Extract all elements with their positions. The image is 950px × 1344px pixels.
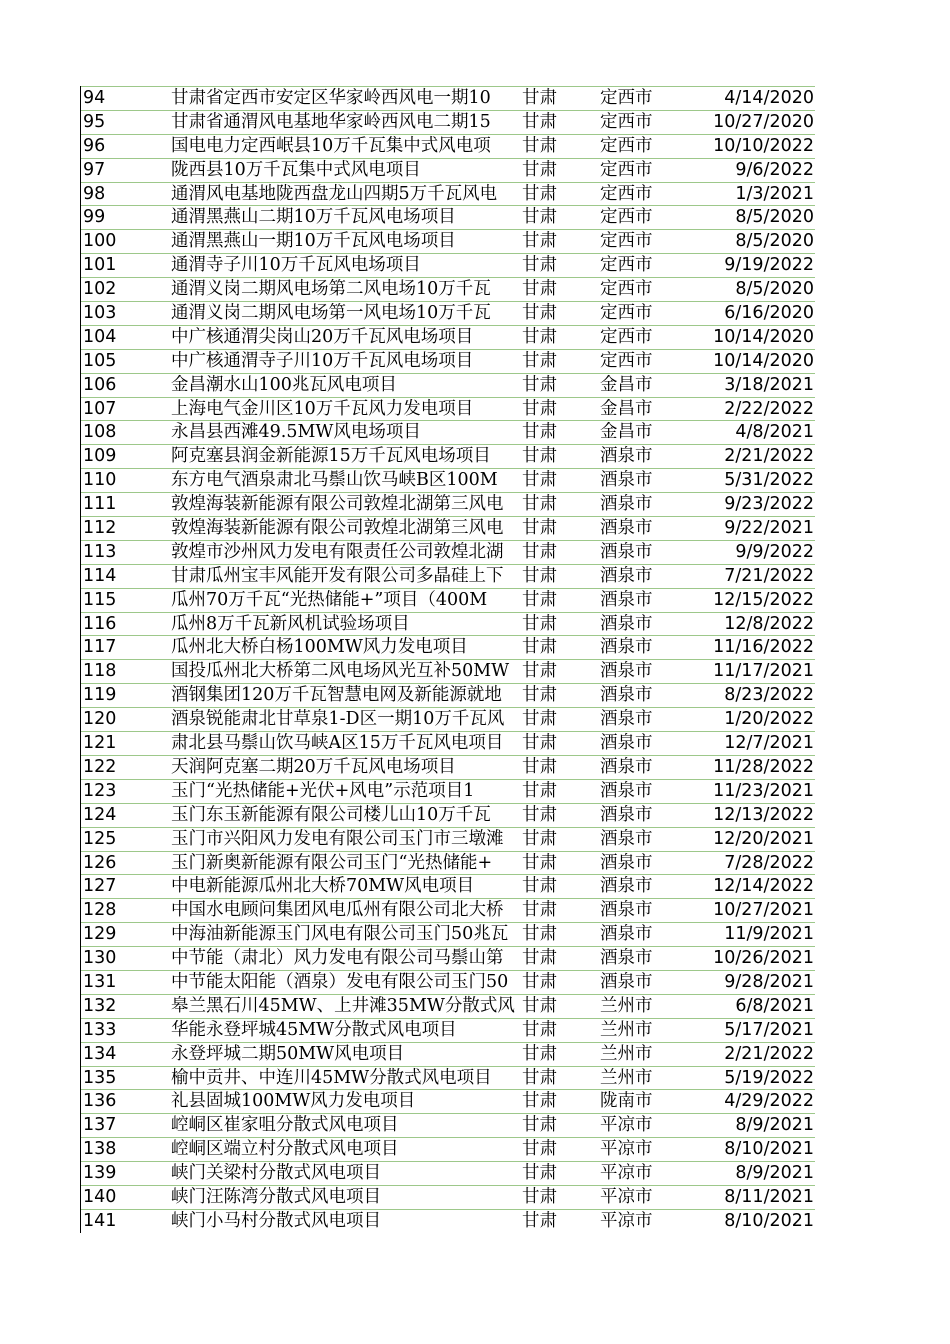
table-row — [81, 229, 815, 253]
date-cell: 6/8/2021 — [735, 995, 814, 1016]
province-cell: 甘肃 — [522, 88, 557, 108]
province-cell: 甘肃 — [522, 231, 557, 252]
city-cell: 酒泉市 — [600, 494, 653, 515]
date-cell: 8/5/2020 — [735, 207, 814, 228]
city-cell: 酒泉市 — [600, 852, 653, 873]
row-number-cell: 116 — [83, 613, 117, 634]
project-name-cell: 东方电气酒泉肃北马鬃山饮马峡B区100M — [171, 470, 498, 491]
project-name-cell: 通渭风电基地陇西盘龙山四期5万千瓦风电 — [171, 183, 498, 204]
date-cell: 12/15/2022 — [713, 589, 814, 610]
project-name-cell: 永昌县西滩49.5MW风电场项目 — [171, 422, 421, 443]
table-row — [81, 134, 815, 158]
table-row — [81, 588, 815, 612]
date-cell: 11/17/2021 — [713, 661, 814, 682]
city-cell: 金昌市 — [600, 398, 653, 419]
city-cell: 定西市 — [600, 350, 653, 371]
project-name-cell: 峡门小马村分散式风电项目 — [171, 1210, 381, 1231]
date-cell: 11/9/2021 — [724, 924, 814, 945]
row-number-cell: 99 — [83, 207, 106, 228]
project-name-cell: 礼县固城100MW风力发电项目 — [171, 1091, 416, 1112]
table-row — [81, 253, 815, 277]
city-cell: 酒泉市 — [600, 876, 653, 897]
row-number-cell: 118 — [83, 661, 117, 682]
city-cell: 兰州市 — [600, 1043, 653, 1064]
table-row — [81, 301, 815, 325]
date-cell: 12/14/2022 — [713, 876, 814, 897]
project-name-cell: 中广核通渭尖岗山20万千瓦风电场项目 — [171, 326, 474, 347]
city-cell: 酒泉市 — [600, 613, 653, 634]
project-name-cell: 甘肃省通渭风电基地华家岭西风电二期15 — [171, 111, 491, 132]
province-cell: 甘肃 — [522, 135, 557, 156]
province-cell: 甘肃 — [522, 518, 557, 539]
table-row — [81, 922, 815, 946]
date-cell: 8/5/2020 — [735, 231, 814, 252]
date-cell: 2/21/2022 — [724, 1043, 814, 1064]
table-row — [81, 994, 815, 1018]
date-cell: 10/14/2020 — [713, 326, 814, 347]
date-cell: 11/16/2022 — [713, 637, 814, 658]
table-row — [81, 898, 815, 922]
row-number-cell: 112 — [83, 518, 117, 539]
row-number-cell: 113 — [83, 541, 117, 562]
row-number-cell: 96 — [83, 135, 106, 156]
project-name-cell: 玉门“光热储能+光伏+风电”示范项目1 — [171, 780, 475, 801]
row-number-cell: 111 — [83, 494, 117, 515]
table-row — [81, 1042, 815, 1066]
row-number-cell: 125 — [83, 828, 117, 849]
table-row — [81, 468, 815, 492]
row-number-cell: 121 — [83, 733, 117, 754]
project-name-cell: 敦煌市沙州风力发电有限责任公司敦煌北湖 — [171, 541, 504, 562]
city-cell: 平凉市 — [600, 1139, 653, 1160]
row-number-cell: 129 — [83, 924, 117, 945]
date-cell: 11/23/2021 — [713, 780, 814, 801]
city-cell: 定西市 — [600, 279, 653, 300]
project-name-cell: 国电电力定西岷县10万千瓦集中式风电项 — [171, 135, 491, 156]
city-cell: 定西市 — [600, 111, 653, 132]
province-cell: 甘肃 — [522, 446, 557, 467]
project-name-cell: 甘肃瓜州宝丰风能开发有限公司多晶硅上下 — [171, 565, 504, 586]
project-name-cell: 中电新能源瓜州北大桥70MW风电项目 — [171, 876, 475, 897]
city-cell: 酒泉市 — [600, 518, 653, 539]
province-cell: 甘肃 — [522, 1043, 557, 1064]
table-row — [81, 158, 815, 182]
date-cell: 5/17/2021 — [724, 1019, 814, 1040]
date-cell: 10/10/2022 — [713, 135, 814, 156]
city-cell: 平凉市 — [600, 1163, 653, 1184]
table-row — [81, 86, 815, 110]
project-name-cell: 中海油新能源玉门风电有限公司玉门50兆瓦 — [171, 924, 509, 945]
province-cell: 甘肃 — [522, 255, 557, 276]
project-name-cell: 崆峒区崔家咀分散式风电项目 — [171, 1115, 399, 1136]
table-row — [81, 683, 815, 707]
row-number-cell: 110 — [83, 470, 117, 491]
project-name-cell: 敦煌海装新能源有限公司敦煌北湖第三风电 — [171, 518, 504, 539]
table-row — [81, 731, 815, 755]
project-name-cell: 金昌潮水山100兆瓦风电项目 — [171, 374, 397, 395]
province-cell: 甘肃 — [522, 948, 557, 969]
province-cell: 甘肃 — [522, 1019, 557, 1040]
province-cell: 甘肃 — [522, 350, 557, 371]
row-number-cell: 98 — [83, 183, 106, 204]
table-row — [81, 970, 815, 994]
date-cell: 8/9/2021 — [735, 1115, 814, 1136]
project-name-cell: 峡门汪陈湾分散式风电项目 — [171, 1186, 381, 1207]
row-number-cell: 117 — [83, 637, 117, 658]
date-cell: 10/14/2020 — [713, 350, 814, 371]
project-name-cell: 永登坪城二期50MW风电项目 — [171, 1043, 405, 1064]
table-row — [81, 803, 815, 827]
date-cell: 12/8/2022 — [724, 613, 814, 634]
project-name-cell: 通渭义岗二期风电场第二风电场10万千瓦 — [171, 279, 491, 300]
city-cell: 酒泉市 — [600, 685, 653, 706]
table-row — [81, 1113, 815, 1137]
row-number-cell: 114 — [83, 565, 117, 586]
table-row — [81, 1018, 815, 1042]
city-cell: 酒泉市 — [600, 541, 653, 562]
province-cell: 甘肃 — [522, 183, 557, 204]
province-cell: 甘肃 — [522, 924, 557, 945]
date-cell: 7/21/2022 — [724, 565, 814, 586]
city-cell: 定西市 — [600, 183, 653, 204]
project-name-cell: 酒泉锐能肃北甘草泉1-D区一期10万千瓦风 — [171, 709, 505, 730]
city-cell: 定西市 — [600, 303, 653, 324]
province-cell: 甘肃 — [522, 398, 557, 419]
city-cell: 酒泉市 — [600, 780, 653, 801]
province-cell: 甘肃 — [522, 1067, 557, 1088]
table-row — [81, 349, 815, 373]
table-row — [81, 444, 815, 468]
project-name-cell: 瓜州70万千瓦“光热储能+”项目（400M — [171, 589, 488, 610]
row-number-cell: 128 — [83, 900, 117, 921]
row-number-cell: 140 — [83, 1186, 117, 1207]
table-row — [81, 110, 815, 134]
city-cell: 兰州市 — [600, 995, 653, 1016]
province-cell: 甘肃 — [522, 756, 557, 777]
row-number-cell: 104 — [83, 326, 117, 347]
date-cell: 2/22/2022 — [724, 398, 814, 419]
province-cell: 甘肃 — [522, 709, 557, 730]
province-cell: 甘肃 — [522, 733, 557, 754]
province-cell: 甘肃 — [522, 541, 557, 562]
row-number-cell: 130 — [83, 948, 117, 969]
date-cell: 8/23/2022 — [724, 685, 814, 706]
province-cell: 甘肃 — [522, 1091, 557, 1112]
table-row — [81, 540, 815, 564]
city-cell: 陇南市 — [600, 1091, 653, 1112]
project-name-cell: 瓜州8万千瓦新风机试验场项目 — [171, 613, 410, 634]
city-cell: 平凉市 — [600, 1210, 653, 1231]
province-cell: 甘肃 — [522, 565, 557, 586]
province-cell: 甘肃 — [522, 303, 557, 324]
city-cell: 定西市 — [600, 326, 653, 347]
city-cell: 金昌市 — [600, 374, 653, 395]
table-row — [81, 612, 815, 636]
row-number-cell: 127 — [83, 876, 117, 897]
city-cell: 平凉市 — [600, 1186, 653, 1207]
project-name-cell: 皋兰黑石川45MW、上井滩35MW分散式风 — [171, 995, 515, 1016]
province-cell: 甘肃 — [522, 804, 557, 825]
city-cell: 酒泉市 — [600, 565, 653, 586]
city-cell: 酒泉市 — [600, 900, 653, 921]
city-cell: 定西市 — [600, 255, 653, 276]
date-cell: 4/14/2020 — [724, 88, 814, 108]
province-cell: 甘肃 — [522, 1163, 557, 1184]
date-cell: 7/28/2022 — [724, 852, 814, 873]
table-row — [81, 874, 815, 898]
province-cell: 甘肃 — [522, 422, 557, 443]
date-cell: 10/27/2020 — [713, 111, 814, 132]
table-row — [81, 492, 815, 516]
province-cell: 甘肃 — [522, 1210, 557, 1231]
table-row — [81, 827, 815, 851]
city-cell: 酒泉市 — [600, 971, 653, 992]
city-cell: 兰州市 — [600, 1067, 653, 1088]
date-cell: 1/20/2022 — [724, 709, 814, 730]
province-cell: 甘肃 — [522, 374, 557, 395]
table-row — [81, 707, 815, 731]
row-number-cell: 141 — [83, 1210, 117, 1231]
table-row — [81, 755, 815, 779]
city-cell: 酒泉市 — [600, 756, 653, 777]
row-number-cell: 119 — [83, 685, 117, 706]
city-cell: 定西市 — [600, 135, 653, 156]
project-name-cell: 陇西县10万千瓦集中式风电项目 — [171, 159, 421, 180]
project-name-cell: 通渭黑燕山二期10万千瓦风电场项目 — [171, 207, 456, 228]
date-cell: 11/28/2022 — [713, 756, 814, 777]
row-number-cell: 135 — [83, 1067, 117, 1088]
date-cell: 5/19/2022 — [724, 1067, 814, 1088]
city-cell: 酒泉市 — [600, 804, 653, 825]
date-cell: 10/27/2021 — [713, 900, 814, 921]
city-cell: 酒泉市 — [600, 948, 653, 969]
row-number-cell: 97 — [83, 159, 106, 180]
row-number-cell: 123 — [83, 780, 117, 801]
city-cell: 酒泉市 — [600, 589, 653, 610]
province-cell: 甘肃 — [522, 1139, 557, 1160]
row-number-cell: 139 — [83, 1163, 117, 1184]
province-cell: 甘肃 — [522, 279, 557, 300]
table-row — [81, 516, 815, 540]
row-number-cell: 101 — [83, 255, 117, 276]
table-row — [81, 635, 815, 659]
province-cell: 甘肃 — [522, 589, 557, 610]
city-cell: 定西市 — [600, 207, 653, 228]
province-cell: 甘肃 — [522, 613, 557, 634]
province-cell: 甘肃 — [522, 111, 557, 132]
row-number-cell: 108 — [83, 422, 117, 443]
table-row — [81, 325, 815, 349]
city-cell: 酒泉市 — [600, 446, 653, 467]
city-cell: 酒泉市 — [600, 924, 653, 945]
row-number-cell: 105 — [83, 350, 117, 371]
table-row — [81, 205, 815, 229]
province-cell: 甘肃 — [522, 326, 557, 347]
city-cell: 定西市 — [600, 159, 653, 180]
city-cell: 酒泉市 — [600, 828, 653, 849]
date-cell: 9/22/2021 — [724, 518, 814, 539]
row-number-cell: 131 — [83, 971, 117, 992]
row-number-cell: 94 — [83, 88, 106, 108]
project-name-cell: 酒钢集团120万千瓦智慧电网及新能源就地 — [171, 685, 502, 706]
city-cell: 平凉市 — [600, 1115, 653, 1136]
province-cell: 甘肃 — [522, 207, 557, 228]
date-cell: 4/29/2022 — [724, 1091, 814, 1112]
date-cell: 4/8/2021 — [735, 422, 814, 443]
project-name-cell: 天润阿克塞二期20万千瓦风电场项目 — [171, 756, 456, 777]
city-cell: 酒泉市 — [600, 637, 653, 658]
date-cell: 2/21/2022 — [724, 446, 814, 467]
date-cell: 6/16/2020 — [724, 303, 814, 324]
row-number-cell: 124 — [83, 804, 117, 825]
date-cell: 8/10/2021 — [724, 1210, 814, 1231]
date-cell: 1/3/2021 — [735, 183, 814, 204]
project-name-cell: 阿克塞县润金新能源15万千瓦风电场项目 — [171, 446, 491, 467]
row-number-cell: 95 — [83, 111, 106, 132]
project-name-cell: 中节能（肃北）风力发电有限公司马鬃山第 — [171, 948, 504, 969]
row-number-cell: 115 — [83, 589, 117, 610]
table-row — [81, 373, 815, 397]
city-cell: 酒泉市 — [600, 470, 653, 491]
table-row — [81, 659, 815, 683]
project-name-cell: 中节能太阳能（酒泉）发电有限公司玉门50 — [171, 971, 509, 992]
row-number-cell: 132 — [83, 995, 117, 1016]
date-cell: 9/19/2022 — [724, 255, 814, 276]
table-row — [81, 1161, 815, 1185]
date-cell: 8/10/2021 — [724, 1139, 814, 1160]
province-cell: 甘肃 — [522, 685, 557, 706]
province-cell: 甘肃 — [522, 1115, 557, 1136]
date-cell: 3/18/2021 — [724, 374, 814, 395]
project-name-cell: 崆峒区端立村分散式风电项目 — [171, 1139, 399, 1160]
table-row — [81, 1066, 815, 1090]
date-cell: 8/5/2020 — [735, 279, 814, 300]
table-row — [81, 1209, 815, 1233]
row-number-cell: 102 — [83, 279, 117, 300]
date-cell: 8/9/2021 — [735, 1163, 814, 1184]
province-cell: 甘肃 — [522, 900, 557, 921]
project-name-cell: 峡门关梁村分散式风电项目 — [171, 1163, 381, 1184]
province-cell: 甘肃 — [522, 637, 557, 658]
row-number-cell: 109 — [83, 446, 117, 467]
city-cell: 酒泉市 — [600, 661, 653, 682]
province-cell: 甘肃 — [522, 661, 557, 682]
row-number-cell: 126 — [83, 852, 117, 873]
project-name-cell: 国投瓜州北大桥第二风电场风光互补50MW — [171, 661, 510, 682]
spreadsheet-table — [80, 86, 815, 1233]
date-cell: 12/13/2022 — [713, 804, 814, 825]
city-cell: 兰州市 — [600, 1019, 653, 1040]
province-cell: 甘肃 — [522, 159, 557, 180]
row-number-cell: 136 — [83, 1091, 117, 1112]
project-name-cell: 玉门市兴阳风力发电有限公司玉门市三墩滩 — [171, 828, 504, 849]
table-row — [81, 564, 815, 588]
table-row — [81, 779, 815, 803]
project-name-cell: 玉门新奥新能源有限公司玉门“光热储能+ — [171, 852, 493, 873]
project-name-cell: 华能永登坪城45MW分散式风电项目 — [171, 1019, 457, 1040]
date-cell: 8/11/2021 — [724, 1186, 814, 1207]
date-cell: 9/6/2022 — [735, 159, 814, 180]
table-row — [81, 277, 815, 301]
row-number-cell: 100 — [83, 231, 117, 252]
date-cell: 12/7/2021 — [724, 733, 814, 754]
project-name-cell: 通渭寺子川10万千瓦风电场项目 — [171, 255, 421, 276]
province-cell: 甘肃 — [522, 971, 557, 992]
city-cell: 酒泉市 — [600, 709, 653, 730]
table-row — [81, 851, 815, 875]
province-cell: 甘肃 — [522, 876, 557, 897]
project-name-cell: 榆中贡井、中连川45MW分散式风电项目 — [171, 1067, 492, 1088]
table-row — [81, 946, 815, 970]
date-cell: 5/31/2022 — [724, 470, 814, 491]
project-name-cell: 敦煌海装新能源有限公司敦煌北湖第三风电 — [171, 494, 504, 515]
province-cell: 甘肃 — [522, 995, 557, 1016]
table-row — [81, 420, 815, 444]
project-name-cell: 肃北县马鬃山饮马峡A区15万千瓦风电项目 — [171, 733, 504, 754]
table-row — [81, 1137, 815, 1161]
province-cell: 甘肃 — [522, 852, 557, 873]
province-cell: 甘肃 — [522, 828, 557, 849]
project-name-cell: 上海电气金川区10万千瓦风力发电项目 — [171, 398, 474, 419]
project-name-cell: 瓜州北大桥白杨100MW风力发电项目 — [171, 637, 468, 658]
row-number-cell: 103 — [83, 303, 117, 324]
row-number-cell: 120 — [83, 709, 117, 730]
row-number-cell: 137 — [83, 1115, 117, 1136]
table-row — [81, 1185, 815, 1209]
city-cell: 定西市 — [600, 88, 653, 108]
project-name-cell: 中广核通渭寺子川10万千瓦风电场项目 — [171, 350, 474, 371]
row-number-cell: 106 — [83, 374, 117, 395]
date-cell: 9/9/2022 — [735, 541, 814, 562]
row-number-cell: 138 — [83, 1139, 117, 1160]
row-number-cell: 107 — [83, 398, 117, 419]
table-row — [81, 182, 815, 206]
project-name-cell: 通渭义岗二期风电场第一风电场10万千瓦 — [171, 303, 491, 324]
table-row — [81, 1089, 815, 1113]
province-cell: 甘肃 — [522, 780, 557, 801]
row-number-cell: 122 — [83, 756, 117, 777]
city-cell: 金昌市 — [600, 422, 653, 443]
row-number-cell: 133 — [83, 1019, 117, 1040]
date-cell: 9/28/2021 — [724, 971, 814, 992]
table-row — [81, 397, 815, 421]
row-number-cell: 134 — [83, 1043, 117, 1064]
province-cell: 甘肃 — [522, 1186, 557, 1207]
city-cell: 酒泉市 — [600, 733, 653, 754]
province-cell: 甘肃 — [522, 494, 557, 515]
city-cell: 定西市 — [600, 231, 653, 252]
date-cell: 9/23/2022 — [724, 494, 814, 515]
province-cell: 甘肃 — [522, 470, 557, 491]
project-name-cell: 玉门东玉新能源有限公司楼儿山10万千瓦 — [171, 804, 491, 825]
date-cell: 10/26/2021 — [713, 948, 814, 969]
project-name-cell: 甘肃省定西市安定区华家岭西风电一期10 — [171, 88, 491, 108]
project-name-cell: 通渭黑燕山一期10万千瓦风电场项目 — [171, 231, 456, 252]
project-name-cell: 中国水电顾问集团风电瓜州有限公司北大桥 — [171, 900, 504, 921]
date-cell: 12/20/2021 — [713, 828, 814, 849]
